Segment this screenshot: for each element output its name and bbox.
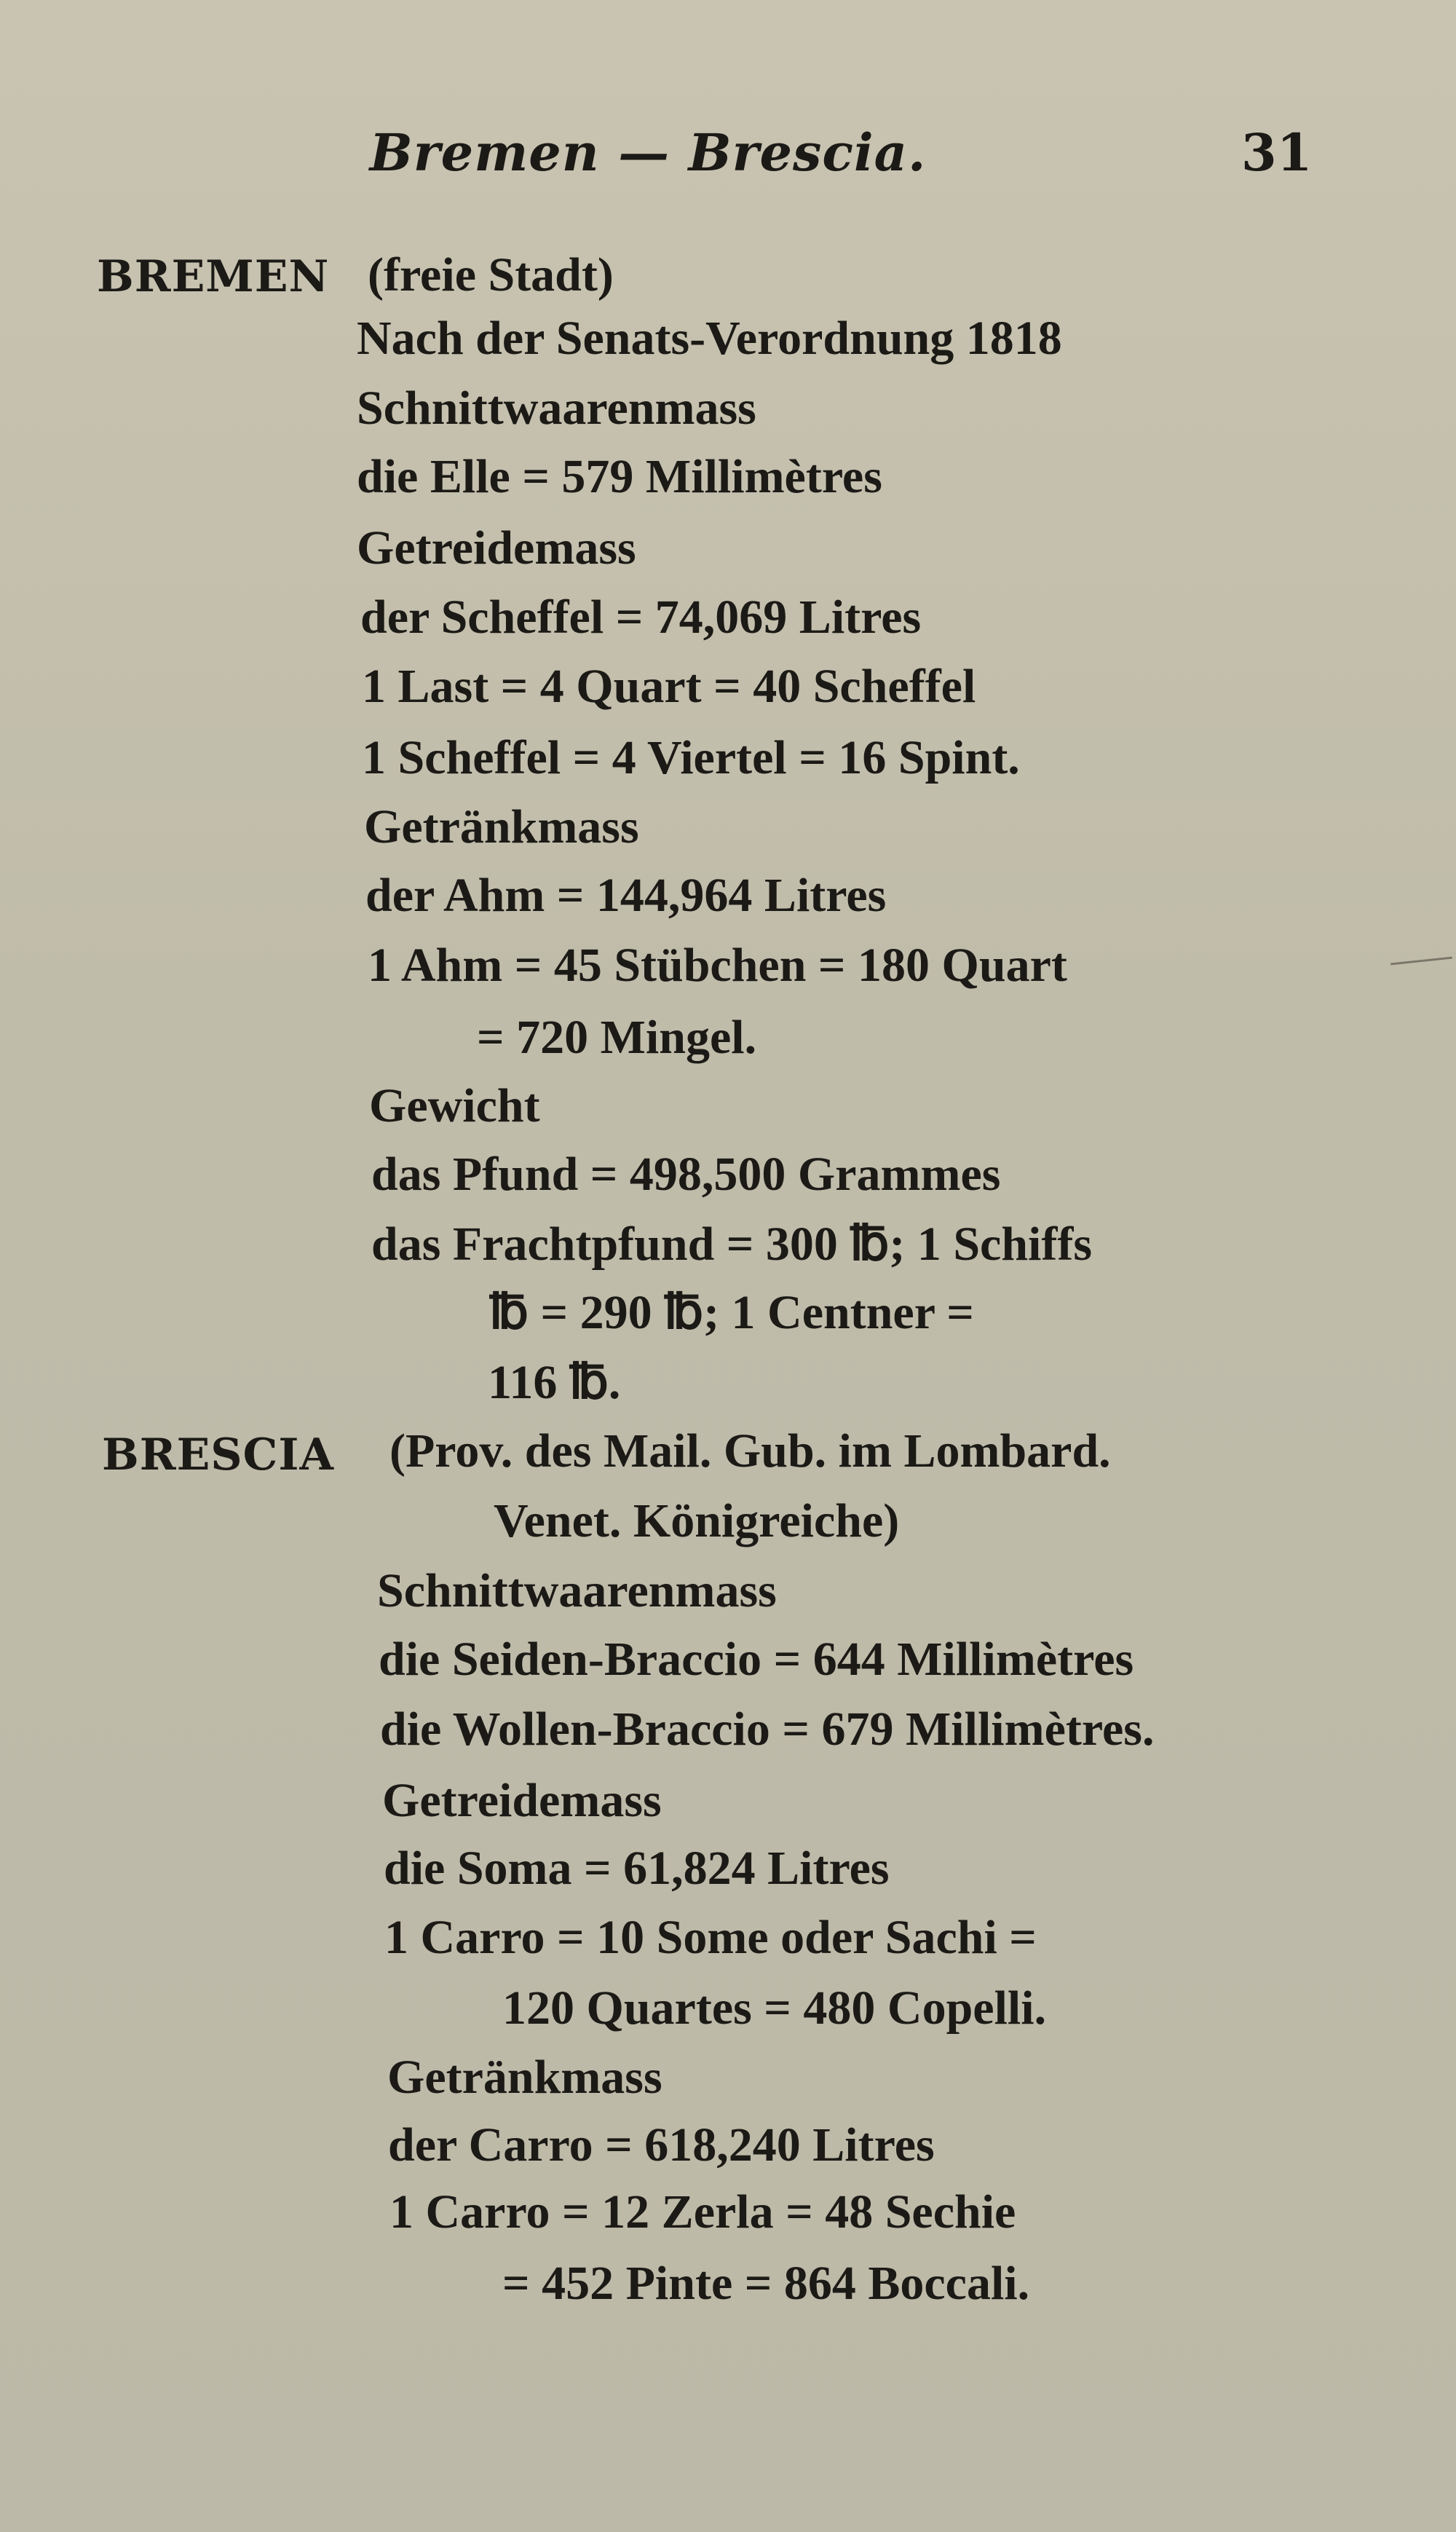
section-heading: Getränkmass	[387, 2051, 662, 2104]
section-heading: Schnittwaarenmass	[377, 1564, 777, 1617]
page-number: 31	[1241, 122, 1313, 183]
text-line: 1 Carro = 12 Zerla = 48 Sechie	[389, 2185, 1016, 2239]
text-line: die Seiden-Braccio = 644 Millimètres	[379, 1633, 1134, 1686]
text-line: 1 Carro = 10 Some oder Sachi =	[384, 1911, 1037, 1964]
margin-mark	[1390, 957, 1452, 966]
section-heading: Schnittwaarenmass	[357, 382, 756, 435]
text-line: 1 Ahm = 45 Stübchen = 180 Quart	[368, 939, 1067, 992]
text-line: = 720 Mingel.	[477, 1011, 757, 1064]
section-heading: Getreidemass	[382, 1774, 662, 1827]
text-line: 1 Last = 4 Quart = 40 Scheffel	[362, 660, 976, 713]
text-line: der Carro = 618,240 Litres	[388, 2118, 935, 2172]
section-heading: Getränkmass	[364, 800, 639, 853]
text-line: 120 Quartes = 480 Copelli.	[502, 1981, 1047, 2035]
text-line: ℔ = 290 ℔; 1 Centner =	[489, 1286, 974, 1339]
text-line: das Pfund = 498,500 Grammes	[371, 1148, 1001, 1201]
text-line: die Elle = 579 Millimètres	[357, 450, 882, 503]
entry-heading-bremen: BREMEN	[97, 251, 330, 302]
entry-qualifier-brescia-cont: Venet. Königreiche)	[494, 1494, 900, 1547]
text-line: der Ahm = 144,964 Litres	[365, 869, 887, 922]
text-line: der Scheffel = 74,069 Litres	[360, 591, 922, 644]
entry-qualifier-brescia: (Prov. des Mail. Gub. im Lombard.	[389, 1424, 1111, 1478]
section-heading: Gewicht	[369, 1079, 540, 1132]
text-line: die Soma = 61,824 Litres	[384, 1842, 890, 1895]
running-head: Bremen — Brescia.	[369, 122, 927, 183]
text-line: das Frachtpfund = 300 ℔; 1 Schiffs	[371, 1218, 1093, 1271]
text-line: Nach der Senats-Verordnung 1818	[357, 312, 1062, 365]
section-heading: Getreidemass	[357, 521, 636, 575]
text-line: = 452 Pinte = 864 Boccali.	[502, 2257, 1030, 2310]
text-line: 116 ℔.	[488, 1356, 621, 1409]
text-line: die Wollen-Braccio = 679 Millimètres.	[380, 1703, 1155, 1756]
entry-qualifier-bremen: (freie Stadt)	[368, 248, 614, 301]
entry-heading-brescia: BRESCIA	[102, 1429, 335, 1480]
text-line: 1 Scheffel = 4 Viertel = 16 Spint.	[362, 731, 1020, 784]
